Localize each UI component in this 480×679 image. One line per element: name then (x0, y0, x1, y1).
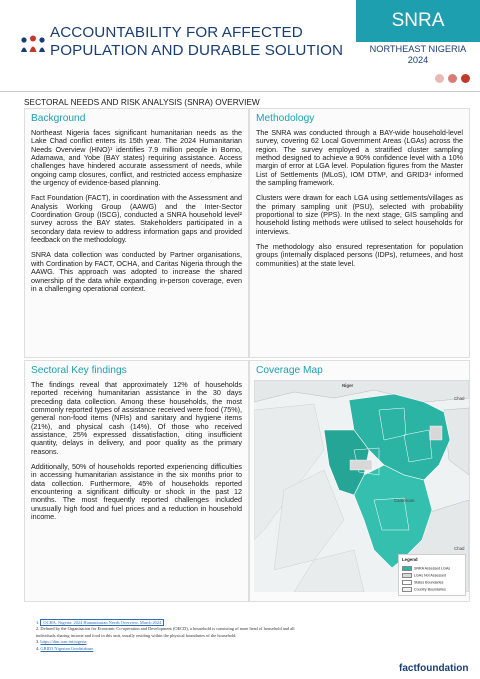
brand-logo: factfoundation (399, 663, 469, 674)
legend-item (402, 580, 443, 585)
findings-body (31, 381, 242, 529)
legend-swatch (402, 587, 412, 592)
dot-icon (461, 74, 470, 83)
methodology-card (249, 108, 470, 358)
footnotes (36, 620, 396, 652)
legend-swatch (402, 573, 412, 578)
dot-icon (435, 74, 444, 83)
map-label-chad: Chad (454, 546, 465, 551)
map-label-cameroon: Cameroon (394, 498, 415, 503)
background-card (24, 108, 249, 358)
region-year: 2024 (407, 55, 429, 65)
legend-item (402, 566, 450, 571)
footnote-link[interactable]: OCHA. Nigeria: 2024 Humanitarian Needs Overview. March 2024 (40, 619, 164, 626)
footnote (36, 646, 396, 652)
footnote-link[interactable]: https://dtm.iom.int/nigeria (40, 639, 87, 645)
background-paragraph: Fact Foundation (FACT), in coordination with the Assessment and Analysis Working Group (AAWG) and the Inter-Sector Coordination Group (ISCG), conducted a SNRA household level² survey across the BAY states. Stakeholders participated in a secondary data review to address information gaps and provided feedback on the methodology. (31, 193, 242, 245)
legend-item (402, 573, 446, 578)
footnote-text: individuals sharing income and food in this unit, usually residing within the physical boundaries of the household. (36, 632, 237, 638)
coverage-heading: Coverage Map (256, 365, 323, 376)
background-paragraph: SNRA data collection was conducted by Partner organisations, with Cordination by FACT, OCHA, and Caritas Nigeria through the AAWG. This approach was adopted to increase the shared ownership of the data while expanding in-person coverage, even in a challenging operational context. (31, 250, 242, 293)
decorative-dots (435, 72, 475, 86)
legend-title: Legend (402, 557, 418, 562)
map-label-niger: Niger (342, 383, 354, 388)
footnote-number: 3. (36, 639, 40, 645)
findings-paragraph: Additionally, 50% of households reported experiencing difficulties in accessing humanitarian assistance in the six months prior to data collection. Furthermore, 45% of households reported encountering a significant difficulty or shock in the past 12 months. The most frequently reported challenges included unusually high food and fuel prices and a reduction in household income. (31, 462, 242, 522)
footnote-number: 4. (36, 645, 40, 651)
footnote-link[interactable]: GRID3 Nigerian Geodatabase (40, 645, 94, 651)
legend-label: Country Boundaries (414, 587, 446, 592)
background-heading: Background (31, 113, 86, 124)
footnote-number: 2. (36, 626, 40, 632)
dot-icon (448, 74, 457, 83)
methodology-paragraph: The methodology also ensured representation for population groups (internally displaced persons (IDPs), returnees, and host communities) at the state level. (256, 242, 463, 268)
footnote-number: 1. (36, 620, 40, 625)
title-line-2: POPULATION AND DURABLE SOLUTION (50, 42, 344, 59)
methodology-heading: Methodology (256, 113, 315, 124)
background-paragraph: Northeast Nigeria faces significant humanitarian needs as the Lake Chad conflict enters its 15th year. The 2024 Humanitarian Needs Overview (HNO)¹ identifies 7.9 million people in Borno, Adamawa, and Yobe (BAY states) requiring assistance. Access challenges have hindered accurate assessment of needs, while ongoing camp closures, conflict, and restricted access emphasize the urgency of evidence-based planning. (31, 128, 242, 188)
region-label (356, 44, 480, 66)
legend-label: SNRA Assessed LGAs (414, 566, 451, 571)
page-header (0, 0, 480, 92)
legend-label: States Boundaries (414, 580, 444, 585)
region-name: NORTHEAST NIGERIA (369, 44, 467, 54)
snra-badge: SNRA (356, 0, 480, 42)
page-title (50, 24, 350, 60)
legend-swatch (402, 580, 412, 585)
legend-swatch (402, 566, 412, 571)
findings-card (24, 360, 249, 602)
findings-heading: Sectoral Key findings (31, 365, 127, 376)
title-line-1: ACCOUNTABILITY FOR AFFECTED (50, 24, 303, 41)
map-legend (398, 554, 466, 596)
legend-item (402, 587, 446, 592)
header-divider (0, 91, 480, 92)
people-logo-icon (20, 35, 46, 53)
methodology-body (256, 129, 463, 275)
background-body (31, 129, 242, 300)
map-label-chad: Chad (454, 396, 465, 401)
findings-paragraph: The findings reveal that approximately 12% of households reported receiving humanitarian assistance in the 30 days preceding data collection. Among these households, the most commonly reported types of assistance received were food (75%), general non-food items (NFIs) and sanitary and hygiene items (21%), and physical cash (14%). Of those who received assistance, 25% expressed dissatisfaction, citing insufficient quantity, delays in delivery, and poor quality as the primary reasons. (31, 380, 242, 456)
methodology-paragraph: The SNRA was conducted through a BAY-wide household-level survey, covering 62 Local Government Areas (LGAs) across the region. The survey employed a stratified cluster sampling method designed to achieve a 90% confidence level with a 10% margin of error at LGA level. Population figures from the Master List of Settlements (MLoS), IOM DTM³, and GRID3⁴ informed the sampling framework. (256, 128, 463, 188)
footnote-text: Defined by the Organisation for Economic Co-operation and Development (OECD), a household is consisting of none head of household and all (40, 626, 295, 632)
section-title: SECTORAL NEEDS AND RISK ANALYSIS (SNRA) OVERVIEW (24, 97, 260, 107)
legend-label: LGAs Not Assessed (414, 573, 446, 578)
methodology-paragraph: Clusters were drawn for each LGA using settlements/villages as the primary sampling unit (PSU), selected with probability proportional to size (PPS). In the next stage, GIS sampling and household listing methods were utilised to select households for interviews. (256, 193, 463, 236)
